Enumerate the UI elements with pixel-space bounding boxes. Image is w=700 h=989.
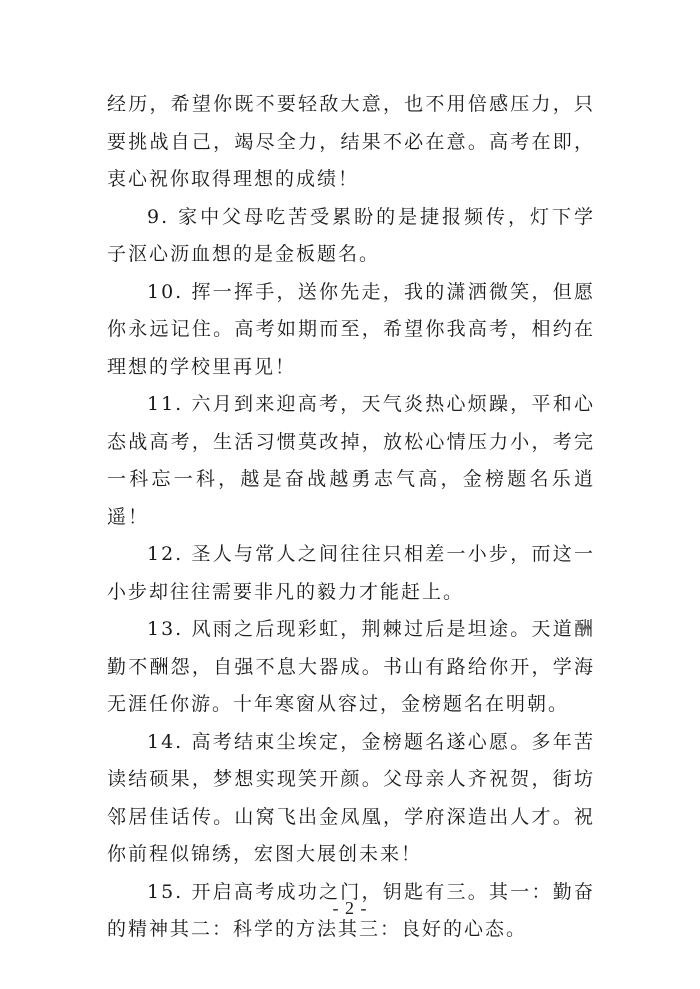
paragraph-continuation: 经历，希望你既不要轻敌大意，也不用倍感压力，只要挑战自己，竭尽全力，结果不必在意。高考在即，衷心祝你取得理想的成绩！ [107,93,595,190]
paragraph-item-11: 11. 六月到来迎高考，天气炎热心烦躁，平和心态战高考，生活习惯莫改掉，放松心情压力小，考完一科忘一科，越是奋战越勇志气高，金榜题名乐逍遥！ [107,393,595,528]
paragraph-item-13: 13. 风雨之后现彩虹，荆棘过后是坦途。天道酬勤不酬怨，自强不息大器成。书山有路给你开，学海无涯任你游。十年寒窗从容过，金榜题名在明朝。 [107,618,595,715]
page-number: - 2 - [332,898,368,918]
body-text [107,86,595,949]
paragraph-item-15: 15. 开启高考成功之门，钥匙有三。其一：勤奋的精神其二：科学的方法其三：良好的心态。 [107,880,595,940]
paragraph-item-9: 9. 家中父母吃苦受累盼的是捷报频传，灯下学子沤心沥血想的是金板题名。 [107,205,595,265]
paragraph-item-12: 12. 圣人与常人之间往往只相差一小步，而这一小步却往往需要非凡的毅力才能赶上。 [107,543,595,603]
paragraph-item-10: 10. 挥一挥手，送你先走，我的潇洒微笑，但愿你永远记住。高考如期而至，希望你我高考，相约在理想的学校里再见！ [107,280,595,378]
paragraph-item-14: 14. 高考结束尘埃定，金榜题名遂心愿。多年苦读结硕果，梦想实现笑开颜。父母亲人齐祝贺，街坊邻居佳话传。山窝飞出金凤凰，学府深造出人才。祝你前程似锦绣，宏图大展创未来！ [107,730,595,865]
